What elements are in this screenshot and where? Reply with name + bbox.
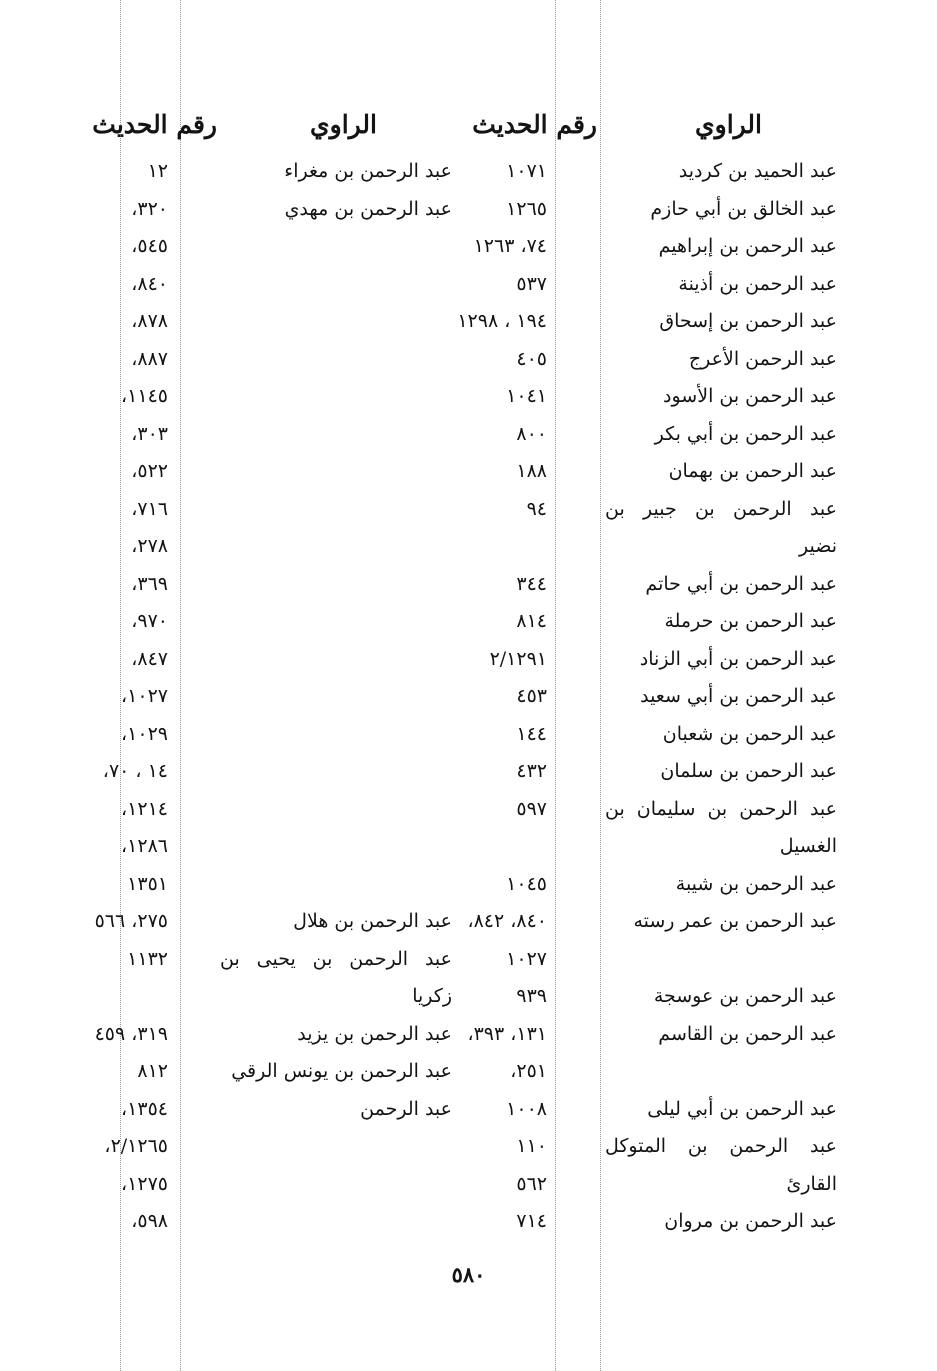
narrator-cell: الغسيل (779, 835, 837, 857)
hadith-number-cell: ١٩٤ ، ١٢٩٨ (457, 310, 547, 332)
narrator-cell: عبد الرحمن بن عوسجة (653, 985, 837, 1007)
dotted-rule (600, 0, 601, 1371)
hadith-number-cell: ٩٣٩ (516, 985, 547, 1007)
hadith-number-cell: ٣١٩، ٤٥٩ (94, 1023, 168, 1045)
header-narrator-col2: الراوي (310, 110, 377, 139)
narrator-cell: عبد الرحمن بن حرملة (664, 610, 837, 632)
hadith-number-cell: ١٣٥٤، (121, 1098, 168, 1120)
narrator-cell: عبد الرحمن بن إسحاق (659, 310, 837, 332)
dotted-rule (180, 0, 181, 1371)
hadith-number-cell: ١٠٢٧ (506, 948, 547, 970)
hadith-number-cell: ٨٤٠، ٨٤٢، (467, 910, 547, 932)
narrator-cell: عبد الرحمن (360, 1098, 452, 1120)
hadith-number-cell: ١١٤٥، (121, 385, 168, 407)
narrator-cell: عبد الرحمن بن مغراء (284, 160, 452, 182)
narrator-cell: عبد الرحمن بن مروان (664, 1210, 837, 1232)
hadith-number-cell: ٨٠٠ (516, 423, 547, 445)
narrator-cell: عبد الرحمن بن شيبة (675, 873, 837, 895)
hadith-number-cell: ١٠٤١ (506, 385, 547, 407)
narrator-cell: عبد الرحمن الأعرج (688, 348, 837, 370)
narrator-cell: عبد الرحمن بن جبير بن (605, 498, 837, 520)
hadith-number-cell: ٢/١٢٩١ (489, 648, 547, 670)
hadith-number-cell: ١١٠ (516, 1135, 547, 1157)
narrator-cell: عبد الرحمن بن أبي حاتم (645, 573, 837, 595)
narrator-cell: عبد الرحمن بن أذينة (678, 273, 837, 295)
hadith-number-cell: ٢٧٥، ٥٦٦ (94, 910, 168, 932)
hadith-number-cell: ٧١٦، (131, 498, 168, 520)
narrator-cell: عبد الرحمن بن سلمان (660, 760, 837, 782)
hadith-number-cell: ٥٩٨، (131, 1210, 168, 1232)
hadith-number-cell: ٣٦٩، (131, 573, 168, 595)
hadith-number-cell: ٨١٤ (516, 610, 547, 632)
hadith-number-cell: ٥٩٧ (516, 798, 547, 820)
narrator-cell: عبد الرحمن بن يزيد (297, 1023, 452, 1045)
hadith-number-cell: ٩٤ (526, 498, 547, 520)
narrator-cell: عبد الرحمن بن هلال (293, 910, 452, 932)
narrator-cell: عبد الرحمن بن أبي بكر (654, 423, 837, 445)
hadith-number-cell: ٥٤٥، (131, 235, 168, 257)
hadith-number-cell: ١٣١، ٣٩٣، (467, 1023, 547, 1045)
narrator-cell: عبد الرحمن بن الأسود (663, 385, 837, 407)
hadith-number-cell: ٣٢٠، (131, 198, 168, 220)
hadith-number-cell: ٩٧٠، (131, 610, 168, 632)
hadith-number-cell: ١٢١٤، (121, 798, 168, 820)
narrator-cell: عبد الرحمن بن سليمان بن (605, 798, 837, 820)
hadith-number-cell: ٣٠٣، (131, 423, 168, 445)
hadith-number-cell: ١٠٤٥ (506, 873, 547, 895)
hadith-number-cell: ١٢٧٥، (121, 1173, 168, 1195)
hadith-number-cell: ٨٤٧، (131, 648, 168, 670)
hadith-number-cell: ٥٦٢ (516, 1173, 547, 1195)
hadith-number-cell: ١٣٥١ (127, 873, 168, 895)
hadith-number-cell: ١٤ ، ٧٠، (102, 760, 168, 782)
header-narrator-col1: الراوي (695, 110, 762, 139)
hadith-number-cell: ٤٠٥ (516, 348, 547, 370)
hadith-number-cell: ٧٤، ١٢٦٣ (473, 235, 547, 257)
hadith-number-cell: ٨٧٨، (131, 310, 168, 332)
hadith-number-cell: ١٠٢٩، (121, 723, 168, 745)
hadith-number-cell: ١٠٠٨ (506, 1098, 547, 1120)
hadith-number-cell: ١٠٧١ (506, 160, 547, 182)
header-hadith-col1: رقم الحديث (472, 110, 597, 139)
narrator-cell: عبد الرحمن بن أبي سعيد (640, 685, 837, 707)
narrator-cell: عبد الرحمن بن شعبان (662, 723, 837, 745)
narrator-cell: نضير (799, 535, 837, 557)
hadith-number-cell: ٣٤٤ (516, 573, 547, 595)
hadith-number-cell: ١٠٢٧، (121, 685, 168, 707)
hadith-number-cell: ٢٧٨، (131, 535, 168, 557)
narrator-cell: عبد الرحمن بن القاسم (658, 1023, 837, 1045)
header-hadith-col2: رقم الحديث (92, 110, 217, 139)
hadith-number-cell: ١٢ (147, 160, 168, 182)
hadith-number-cell: ١٢٨٦، (121, 835, 168, 857)
narrator-cell: عبد الرحمن بن أبي ليلى (647, 1098, 837, 1120)
hadith-number-cell: ٥٢٢، (131, 460, 168, 482)
hadith-number-cell: ٢/١٢٦٥، (104, 1135, 168, 1157)
hadith-number-cell: ٤٣٢ (516, 760, 547, 782)
hadith-number-cell: ٥٣٧ (516, 273, 547, 295)
narrator-cell: عبد الحميد بن كرديد (678, 160, 837, 182)
hadith-number-cell: ٢٥١، (510, 1060, 547, 1082)
narrator-cell: عبد الرحمن بن مهدي (284, 198, 452, 220)
page-number: ٥٨٠ (451, 1262, 486, 1287)
narrator-cell: عبد الرحمن بن إبراهيم (658, 235, 837, 257)
hadith-number-cell: ٨١٢ (137, 1060, 168, 1082)
narrator-cell: عبد الرحمن بن يحيى بن (220, 948, 452, 970)
hadith-number-cell: ٨٤٠، (131, 273, 168, 295)
narrator-cell: عبد الرحمن بن يونس الرقي (231, 1060, 452, 1082)
hadith-number-cell: ١١٣٢ (127, 948, 168, 970)
hadith-number-cell: ٤٥٣ (516, 685, 547, 707)
narrator-cell: زكريا (412, 985, 452, 1007)
narrator-cell: عبد الرحمن بن أبي الزناد (639, 648, 837, 670)
hadith-number-cell: ٨٨٧، (131, 348, 168, 370)
narrator-cell: القارئ (786, 1173, 837, 1195)
hadith-number-cell: ١٢٦٥ (506, 198, 547, 220)
narrator-cell: عبد الرحمن بن عمر رسته (633, 910, 837, 932)
narrator-cell: عبد الرحمن بن المتوكل (605, 1135, 837, 1157)
hadith-number-cell: ١٤٤ (516, 723, 547, 745)
narrator-cell: عبد الخالق بن أبي حازم (650, 198, 837, 220)
hadith-number-cell: ٧١٤ (516, 1210, 547, 1232)
dotted-rule (555, 0, 556, 1371)
hadith-number-cell: ١٨٨ (516, 460, 547, 482)
narrator-cell: عبد الرحمن بن بهمان (668, 460, 837, 482)
